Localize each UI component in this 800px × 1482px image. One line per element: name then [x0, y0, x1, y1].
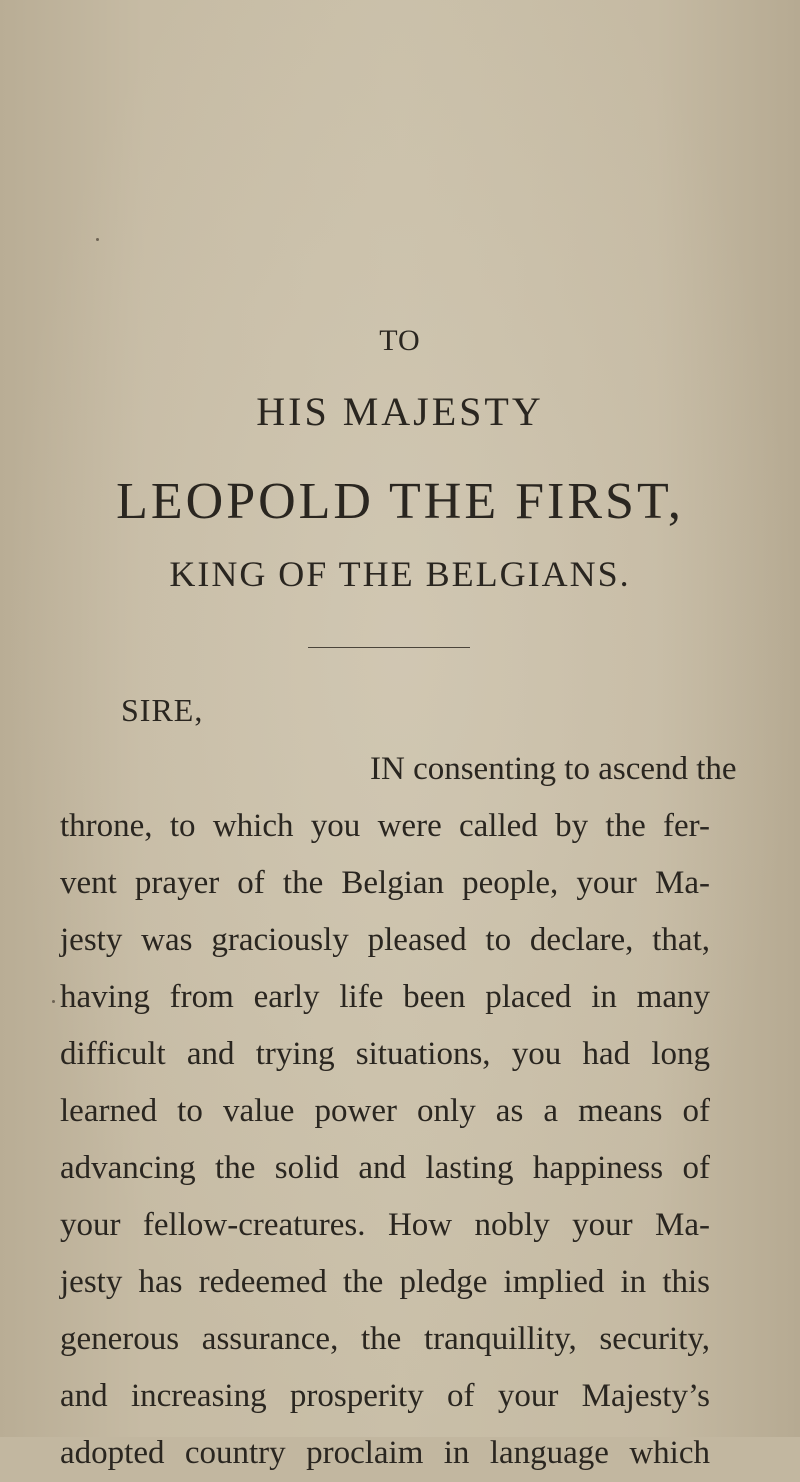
dedication-title: KING OF THE BELGIANS. — [169, 554, 631, 594]
letter-salutation: SIRE, — [121, 692, 204, 728]
letter-line: IN consenting to ascend the — [370, 751, 737, 787]
letter-line: vent prayer of the Belgian people, your Ma- — [60, 865, 710, 901]
dedication-name: LEOPOLD THE FIRST, — [116, 473, 684, 530]
paper-speck — [96, 238, 99, 241]
letter-line: and increasing prosperity of your Majesty’s — [60, 1378, 710, 1414]
letter-line: learned to value power only as a means of — [60, 1093, 710, 1129]
paper-speck — [52, 1000, 55, 1003]
letter-line: having from early life been placed in many — [60, 979, 710, 1015]
letter-line: advancing the solid and lasting happiness of — [60, 1150, 710, 1186]
letter-body — [60, 741, 737, 1482]
dedication-to: TO — [379, 324, 421, 357]
letter-line: jesty was graciously pleased to declare, that, — [60, 922, 710, 958]
letter-line: jesty has redeemed the pledge implied in this — [60, 1264, 710, 1300]
letter-line: generous assurance, the tranquillity, security, — [60, 1321, 710, 1357]
divider-rule — [308, 647, 470, 648]
letter-line: throne, to which you were called by the fer- — [60, 808, 710, 844]
dedication-his-majesty: HIS MAJESTY — [256, 389, 544, 434]
letter-line: difficult and trying situations, you had long — [60, 1036, 710, 1072]
letter-line: your fellow-creatures. How nobly your Ma- — [60, 1207, 710, 1243]
letter-line: adopted country proclaim in language which — [60, 1435, 710, 1471]
